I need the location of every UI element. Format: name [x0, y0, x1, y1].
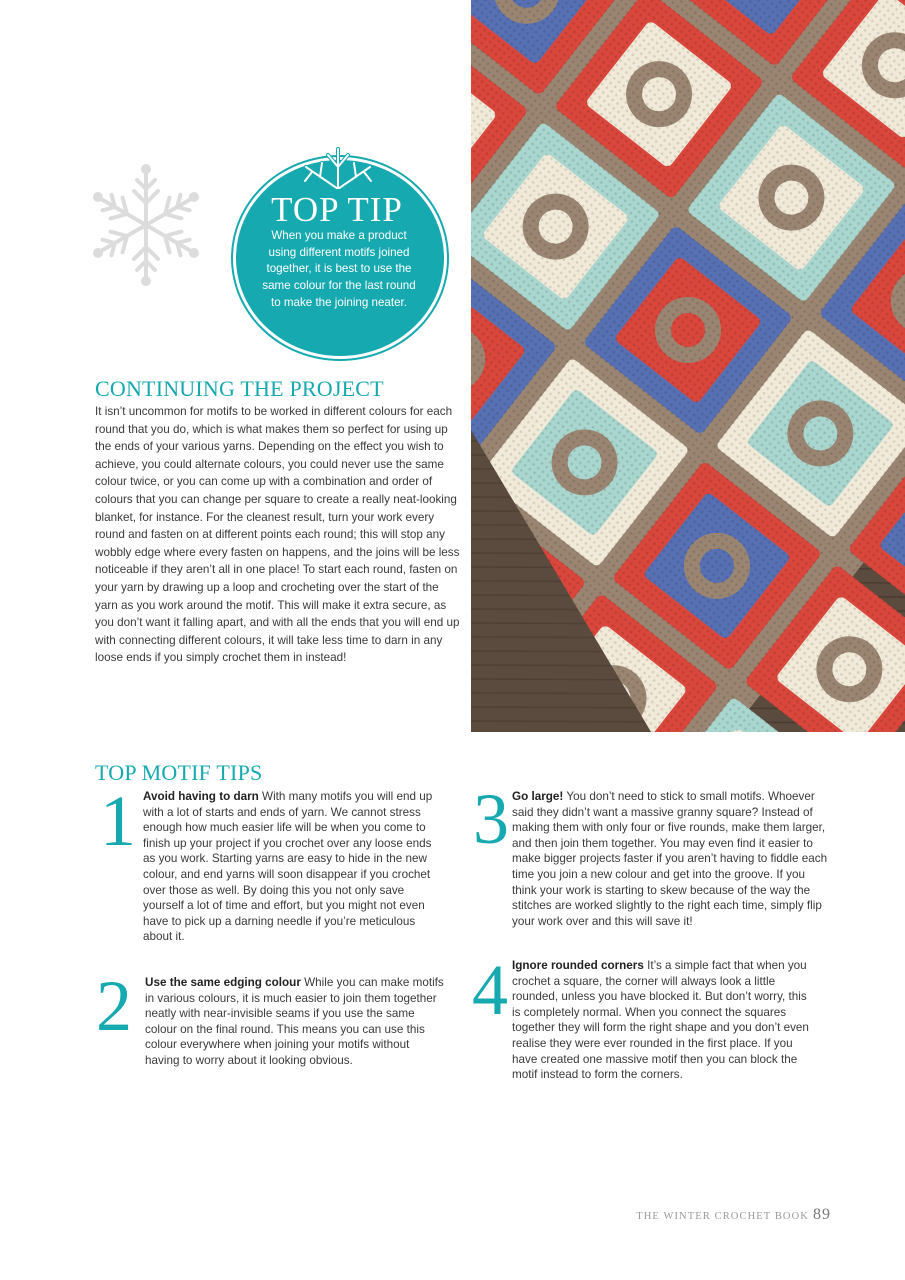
- tip-text: [145, 975, 447, 1069]
- tip-heading: Avoid having to darn: [143, 790, 259, 803]
- tip-text: [512, 958, 817, 1083]
- tip-number: 3: [473, 779, 509, 859]
- tip-body: It’s a simple fact that when you crochet a square, the corner will always look a little rounded, unless you have blocked it. But don’t worry, this is completely normal. When you connect the squares together they will form the right shape and you don’t even realise they were ever rounded in the first place. If you have created one massive motif then you can block the motif instead to form the corners.: [512, 959, 809, 1082]
- top-tip-body: When you make a product using different motifs joined together, it is best to use the same colour for the last round to make the joining neater.: [262, 229, 416, 309]
- snowflake-icon: [301, 143, 375, 189]
- tip-heading: Use the same edging colour: [145, 976, 301, 989]
- motif-tips-title: TOP MOTIF TIPS: [95, 760, 263, 785]
- tip-heading: Ignore rounded corners: [512, 959, 644, 972]
- continuing-title: CONTINUING THE PROJECT: [95, 376, 384, 401]
- page-number: 89: [813, 1206, 831, 1223]
- tip-body: You don’t need to stick to small motifs. Whoever said they didn’t want a massive granny square? Instead of making them with only four or five rounds, make them larger, and then join them together. You may even find it easier to make bigger projects faster if you aren’t having to fiddle each time you join a new colour and get into the groove. If you think your work is starting to skew because of the way the stitches are worked slightly to the right each time, simply flip your work over and this will save it!: [512, 790, 828, 928]
- tip-body: With many motifs you will end up with a lot of starts and ends of yarn. We cannot stress enough how much easier life will be when you come to finish up your project if you crochet over any loose ends as you work. Starting yarns are easy to hide in the new colour, and end yarns will soon disappear if you crochet over those as well. By doing this you not only save yourself a lot of time and effort, but you might not even have to pick up a darning needle if you’re meticulous about it.: [143, 790, 433, 944]
- tip-body: While you can make motifs in various colours, it is much easier to join them together neatly with near-invisible seams if you use the same colour on the final round. This means you can use this colour everywhere when joining your motifs without having to worry about it looking obvious.: [145, 976, 444, 1067]
- tip-heading: Go large!: [512, 790, 564, 803]
- granny-square-blanket-photo: [471, 0, 905, 732]
- continuing-body: It isn’t uncommon for motifs to be worked in different colours for each round that you do, which is what makes them so perfect for using up the ends of your various yarns. Depending on the effect you wish to achieve, you could alternate colours, you could never use the same colour twice, or you can come up with a combination and order of colours that you can change per square to create a really neat-looking blanket, for instance. For the cleanest result, turn your work every round and fasten on at different points each round; this will stop any wobbly edge where every fasten on happens, and the joins will be less noticeable if they aren’t all in one place! To start each round, fasten on your yarn by drawing up a loop and crocheting over the start of the yarn as you work around the motif. This will make it extra secure, as you don’t want it falling apart, and with all the ends that you will end up with connecting different colours, it will take less time to darn in any loose ends if you simply crochet them in instead!: [95, 405, 460, 665]
- tip-number: 1: [100, 781, 136, 861]
- tip-number: 4: [472, 950, 508, 1030]
- top-tip-title: TOP TIP: [271, 190, 403, 229]
- book-title: THE WINTER CROCHET BOOK: [636, 1211, 809, 1222]
- tip-text: [512, 789, 832, 929]
- tip-text: [143, 789, 440, 945]
- page-footer: [636, 1206, 831, 1224]
- top-tip-badge: [233, 143, 443, 353]
- tip-number: 2: [96, 966, 132, 1046]
- snowflake-icon: [86, 163, 206, 288]
